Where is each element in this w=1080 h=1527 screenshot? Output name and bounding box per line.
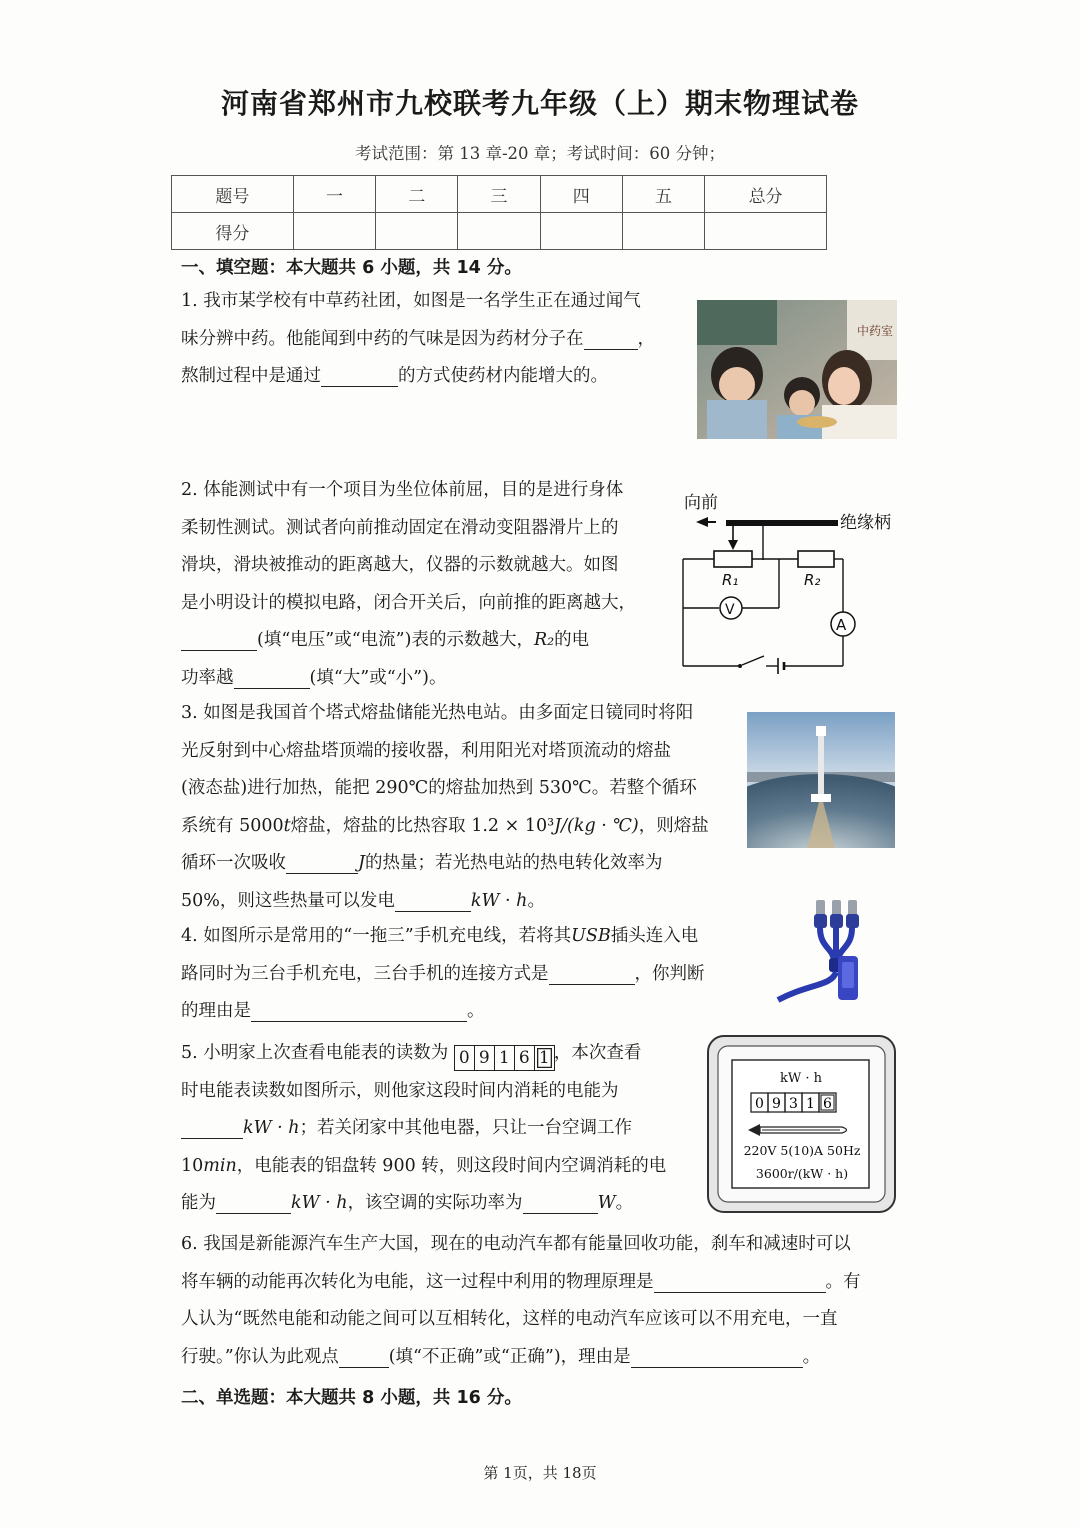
voltmeter-label: V bbox=[725, 602, 735, 618]
r2-label: R₂ bbox=[804, 571, 821, 589]
r1-label: R₁ bbox=[722, 571, 739, 589]
charging-cable-photo bbox=[768, 896, 868, 1006]
svg-text:9: 9 bbox=[772, 1096, 781, 1112]
row-label: 得分 bbox=[172, 213, 294, 250]
score-cell[interactable] bbox=[376, 213, 458, 250]
header-cell: 二 bbox=[376, 176, 458, 213]
page-footer: 第 1页，共 18页 bbox=[483, 1464, 597, 1482]
answer-blank[interactable] bbox=[321, 364, 398, 387]
answer-blank[interactable] bbox=[286, 851, 358, 874]
question-4: 4. 如图所示是常用的“一拖三”手机充电线，若将其USB插头连入电 路同时为三台手机充电，三台手机的连接方式是 ，你判断 的理由是 。 bbox=[181, 926, 705, 1021]
herb-club-photo bbox=[697, 300, 897, 439]
score-table-score-row bbox=[172, 213, 827, 250]
solar-tower-photo bbox=[747, 712, 895, 848]
question-3: 3. 如图是我国首个塔式熔盐储能光热电站。由多面定日镜同时将阳 光反射到中心熔盐塔顶端的接收器，利用阳光对塔顶流动的熔盐 (液态盐)进行加热，能把 290℃的熔盐加热到 530℃。若整个循环 系统有 5000t熔盐，熔盐的比热容取 1.2 × 10³J/(kg · ℃)，则熔盐 循环一次吸收 J的热量；若光热电站的热电转化效率为 50%，则这些热量可以发电 kW · h。 bbox=[181, 703, 709, 911]
section-heading: 一、填空题：本大题共 6 小题，共 14 分。 bbox=[181, 258, 522, 278]
header-cell: 总分 bbox=[705, 176, 827, 213]
meter-spec-constant: 3600r/(kW · h) bbox=[755, 1166, 849, 1181]
electricity-meter bbox=[706, 1034, 897, 1214]
answer-blank[interactable] bbox=[234, 666, 310, 689]
exam-info: 考试范围：第 13 章-20 章；考试时间：60 分钟； bbox=[354, 144, 726, 163]
header-cell: 五 bbox=[622, 176, 704, 213]
circuit-diagram bbox=[676, 484, 906, 674]
score-cell[interactable] bbox=[458, 213, 540, 250]
handle-label: 绝缘柄 bbox=[840, 513, 891, 533]
answer-blank[interactable] bbox=[251, 999, 467, 1022]
score-cell[interactable] bbox=[622, 213, 704, 250]
score-table-header-row bbox=[172, 176, 827, 213]
answer-blank[interactable] bbox=[216, 1191, 291, 1214]
forward-label: 向前 bbox=[684, 493, 718, 513]
score-cell[interactable] bbox=[705, 213, 827, 250]
previous-meter-reading: 0 9 1 6 1 bbox=[454, 1035, 554, 1073]
page-title: 河南省郑州市九校联考九年级（上）期末物理试卷 bbox=[220, 87, 859, 120]
score-table bbox=[171, 175, 827, 250]
answer-blank[interactable] bbox=[584, 327, 638, 350]
image-sign-text: 中药室 bbox=[857, 324, 894, 338]
svg-text:3: 3 bbox=[789, 1096, 798, 1112]
answer-blank[interactable] bbox=[339, 1345, 389, 1368]
answer-blank[interactable] bbox=[395, 889, 471, 912]
answer-blank[interactable] bbox=[181, 628, 257, 651]
answer-blank[interactable] bbox=[523, 1191, 598, 1214]
svg-text:6: 6 bbox=[823, 1096, 832, 1112]
score-cell[interactable] bbox=[293, 213, 375, 250]
answer-blank[interactable] bbox=[549, 962, 635, 985]
answer-blank[interactable] bbox=[631, 1345, 803, 1368]
header-cell: 一 bbox=[293, 176, 375, 213]
question-2: 2. 体能测试中有一个项目为坐位体前屈，目的是进行身体 柔韧性测试。测试者向前推动固定在滑动变阻器滑片上的 滑块，滑块被推动的距离越大，仪器的示数就越大。如图 是小明设计的模拟电路，闭合开关后，向前推的距离越大， (填“电压”或“电流”)表的示数越大，R₂的电 功率越 (填“大”或“小”)。 bbox=[181, 480, 636, 688]
score-cell[interactable] bbox=[540, 213, 622, 250]
answer-blank[interactable] bbox=[654, 1270, 826, 1293]
section-heading: 二、单选题：本大题共 8 小题，共 16 分。 bbox=[181, 1388, 522, 1408]
meter-unit: kW · h bbox=[779, 1071, 823, 1086]
question-5: 5. 小明家上次查看电能表的读数为 0 9 1 6 1 ，本次查看 时电能表读数如图所示，则他家这段时间内消耗的电能为 kW · h；若关闭家中其他电器，只让一台空调工作 10min，电能表的铝盘转 900 转，则这段时间内空调消耗的电 能为 kW · h，该空调的实际功率为 W。 bbox=[181, 1035, 666, 1223]
header-cell: 三 bbox=[458, 176, 540, 213]
answer-blank[interactable] bbox=[181, 1116, 243, 1139]
svg-text:0: 0 bbox=[755, 1096, 764, 1112]
question-6: 6. 我国是新能源汽车生产大国，现在的电动汽车都有能量回收功能，刹车和减速时可以 将车辆的动能再次转化为电能，这一过程中利用的物理原理是 。有 人认为“既然电能和动能之间可以互相转化，这样的电动汽车应该可以不用充电，一直 行驶。”你认为此观点 (填“不正确”或“正确”)，理由是 。 bbox=[181, 1234, 861, 1367]
meter-spec-rating: 220V 5(10)A 50Hz bbox=[743, 1143, 861, 1158]
header-cell: 四 bbox=[540, 176, 622, 213]
svg-text:1: 1 bbox=[806, 1096, 815, 1112]
question-1: 1. 我市某学校有中草药社团，如图是一名学生正在通过闻气 味分辨中药。他能闻到中药的气味是因为药材分子在 ， 熬制过程中是通过 的方式使药材内能增大的。 bbox=[181, 291, 655, 386]
header-cell: 题号 bbox=[172, 176, 294, 213]
meter-digits bbox=[751, 1093, 836, 1112]
ammeter-label: A bbox=[836, 616, 847, 634]
